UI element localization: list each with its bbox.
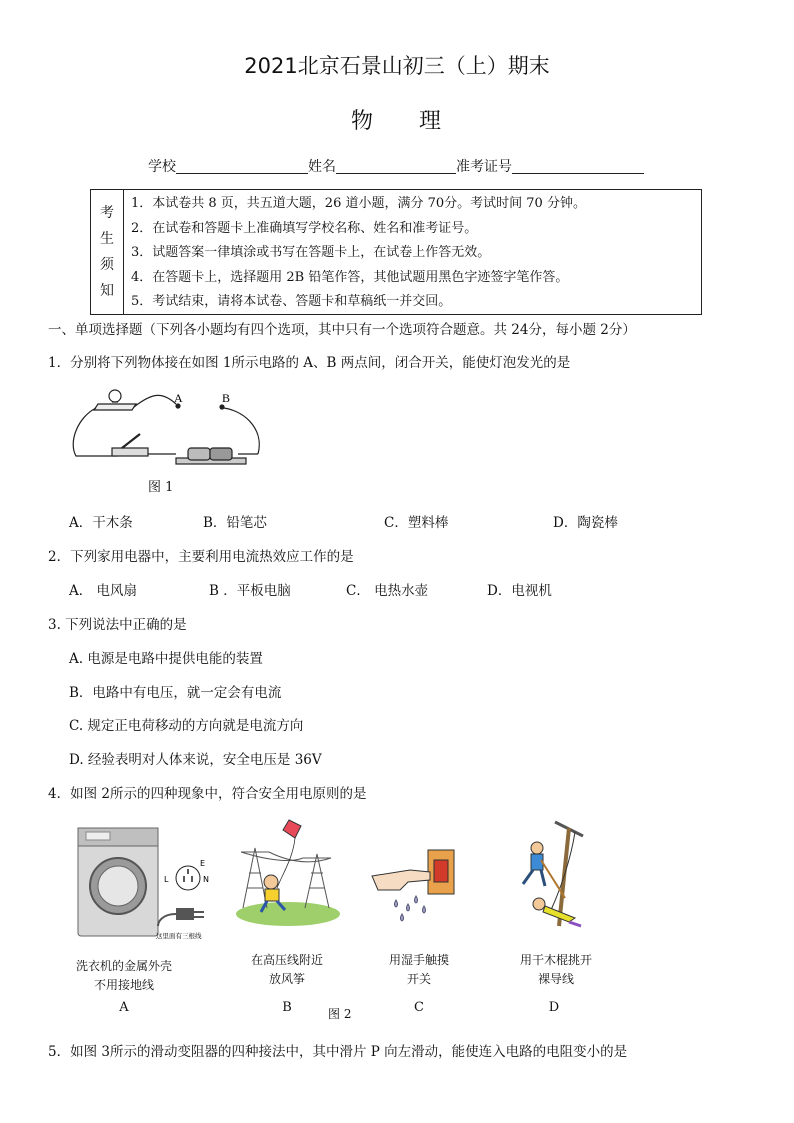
bulb-icon bbox=[109, 390, 121, 402]
caption-line: 裸导线 bbox=[537, 972, 574, 986]
question-4-stem: 4．如图 2所示的四种现象中，符合安全用电原则的是 bbox=[48, 786, 367, 802]
figure-2-caption: 图 2 bbox=[328, 1007, 352, 1021]
kite-icon bbox=[283, 820, 301, 838]
name-blank bbox=[336, 159, 456, 174]
label-b: B bbox=[222, 391, 231, 405]
notice-label-char: 须 bbox=[100, 257, 114, 273]
q3-option-a[interactable]: A. 电源是电路中提供电能的装置 bbox=[69, 651, 263, 667]
bulb-base bbox=[94, 404, 136, 410]
figure-2b-kite-scene bbox=[233, 818, 343, 928]
caption-line: 放风筝 bbox=[268, 972, 305, 986]
section-heading: 一、单项选择题（下列各小题均有四个选项，其中只有一个选项符合题意。共 24分，每小题 2分） bbox=[48, 322, 636, 338]
figure-2c-letter: C bbox=[414, 1000, 424, 1015]
child-icon bbox=[264, 875, 278, 889]
socket-letter-e: E bbox=[200, 859, 206, 868]
school-label: 学校 bbox=[148, 159, 176, 175]
figure-2a-letter: A bbox=[119, 1000, 129, 1015]
figure-2d-caption bbox=[496, 951, 616, 989]
school-blank bbox=[176, 159, 308, 174]
grass bbox=[236, 902, 340, 926]
student-info-line bbox=[148, 156, 644, 176]
wire-to-a bbox=[134, 395, 176, 407]
socket-letter-n: N bbox=[203, 875, 209, 884]
q1-option-b[interactable]: B．铅笔芯 bbox=[203, 515, 267, 531]
q2-option-a[interactable]: A． 电风扇 bbox=[69, 583, 138, 599]
subject-char-2: 理 bbox=[419, 109, 444, 134]
question-2-stem: 2．下列家用电器中，主要利用电流热效应工作的是 bbox=[48, 549, 354, 565]
q2-option-d[interactable]: D．电视机 bbox=[487, 583, 552, 599]
notice-item: 5．考试结束，请将本试卷、答题卡和草稿纸一并交回。 bbox=[131, 294, 452, 309]
figure-2d-stick-wire bbox=[505, 818, 595, 928]
plug-note: 这里面有三根线 bbox=[156, 932, 202, 940]
person-victim-icon bbox=[533, 898, 545, 910]
wire-to-b bbox=[224, 408, 259, 454]
notice-item: 1．本试卷共 8 页，共五道大题，26 道小题，满分 70分。考试时间 70 分钟。 bbox=[131, 196, 586, 211]
question-1-stem: 1．分别将下列物体接在如图 1所示电路的 A、B 两点间，闭合开关，能使灯泡发光的是 bbox=[48, 355, 571, 371]
figure-1-caption: 图 1 bbox=[148, 480, 174, 495]
notice-label bbox=[91, 190, 124, 314]
figure-2a-washing-machine bbox=[72, 822, 222, 942]
terminal-b bbox=[220, 405, 224, 409]
q1-option-d[interactable]: D．陶瓷棒 bbox=[553, 515, 618, 531]
figure-2c-caption bbox=[364, 951, 474, 989]
exam-title: 2021北京石景山初三（上）期末 bbox=[244, 54, 550, 78]
notice-items bbox=[131, 192, 586, 315]
switch-base bbox=[112, 448, 148, 456]
figure-2c-wet-hand bbox=[370, 840, 460, 930]
subject-char-1: 物 bbox=[350, 109, 375, 134]
q1-option-a[interactable]: A．干木条 bbox=[69, 515, 133, 531]
q2-option-b[interactable]: B ．平板电脑 bbox=[209, 583, 291, 599]
notice-item: 4．在答题卡上，选择题用 2B 铅笔作答，其他试题用黑色字迹签字笔作答。 bbox=[131, 269, 569, 285]
exam-no-label: 准考证号 bbox=[456, 159, 512, 175]
caption-line: 洗衣机的金属外壳 bbox=[75, 959, 172, 973]
subject-title bbox=[0, 104, 794, 135]
plug-icon bbox=[176, 908, 194, 920]
notice-item: 2．在试卷和答题卡上准确填写学校名称、姓名和准考证号。 bbox=[131, 220, 478, 236]
name-label: 姓名 bbox=[308, 159, 336, 175]
notice-box bbox=[90, 189, 702, 315]
battery-cell-1 bbox=[188, 448, 210, 460]
figure-2b-caption bbox=[222, 951, 352, 989]
q1-option-c[interactable]: C．塑料棒 bbox=[384, 515, 449, 531]
caption-line: 用湿手触摸 bbox=[388, 953, 449, 967]
q2-option-c[interactable]: C． 电热水壶 bbox=[346, 583, 429, 599]
socket-letter-l: L bbox=[164, 875, 169, 884]
figure-2d-letter: D bbox=[548, 1000, 560, 1015]
battery-cell-2 bbox=[210, 448, 232, 460]
notice-label-char: 生 bbox=[100, 231, 114, 247]
q3-option-d[interactable]: D. 经验表明对人体来说，安全电压是 36V bbox=[69, 752, 322, 768]
caption-line: 用干木棍挑开 bbox=[519, 953, 592, 967]
exam-no-blank bbox=[512, 159, 644, 174]
notice-label-char: 考 bbox=[100, 205, 114, 221]
caption-line: 不用接地线 bbox=[93, 978, 154, 992]
q3-option-c[interactable]: C. 规定正电荷移动的方向就是电流方向 bbox=[69, 718, 304, 734]
q3-option-b[interactable]: B．电路中有电压，就一定会有电流 bbox=[69, 685, 282, 701]
caption-line: 开关 bbox=[406, 972, 431, 986]
notice-label-char: 知 bbox=[100, 283, 114, 299]
notice-item: 3．试题答案一律填涂或书写在答题卡上，在试卷上作答无效。 bbox=[131, 245, 491, 260]
question-5-stem: 5．如图 3所示的滑动变阻器的四种接法中，其中滑片 P 向左滑动，能使连入电路的电阻变小的是 bbox=[48, 1044, 628, 1060]
wire-left bbox=[73, 408, 118, 456]
label-a: A bbox=[174, 391, 183, 405]
figure-2a-caption bbox=[54, 957, 194, 995]
hand-icon bbox=[372, 870, 430, 890]
person-helper-icon bbox=[531, 842, 543, 854]
caption-line: 在高压线附近 bbox=[250, 953, 323, 967]
switch-lever bbox=[122, 434, 140, 448]
question-3-stem: 3. 下列说法中正确的是 bbox=[48, 617, 187, 633]
circuit-figure-1 bbox=[68, 382, 268, 472]
figure-2b-letter: B bbox=[282, 1000, 292, 1015]
